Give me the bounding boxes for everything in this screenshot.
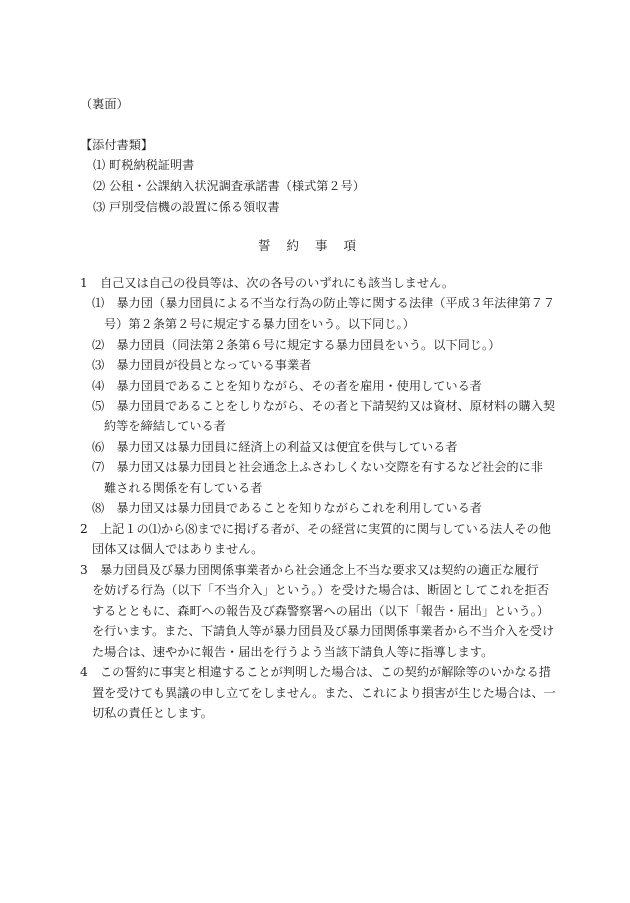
attachment-item: ⑵ 公租・公課納入状況調査承諾書（様式第２号） — [93, 179, 365, 193]
pledge-1-item-cont: 約等を締結している者 — [104, 419, 226, 433]
pledge-3-cont: た場合は、速やかに報告・届出を行うよう当該下請負人等に指導します。 — [92, 645, 494, 659]
pledge-1-item-cont: 難される関係を有している者 — [104, 481, 263, 495]
pledge-4-cont: 置を受けても異議の申し立てをしません。また、これにより損害が生じた場合は、一 — [92, 686, 556, 700]
pledge-1-item: ⑵ 暴力団員（同法第２条第６号に規定する暴力団員をいう。以下同じ。） — [92, 338, 501, 352]
attachments-heading: 【添付書類】 — [80, 138, 154, 152]
pledge-2-cont: 団体又は個人ではありません。 — [92, 542, 264, 556]
pledge-2: 2 上記１の⑴から⑻までに掲げる者が、その経営に実質的に関与している法人その他 — [80, 522, 551, 536]
pledge-1-item: ⑶ 暴力団員が役員となっている事業者 — [92, 358, 312, 372]
pledge-3-cont: するとともに、森町への報告及び森警察署への届出（以下「報告・届出」という。） — [92, 604, 550, 618]
pledge-title: 誓約事項 — [257, 238, 372, 253]
pledge-1-item: ⑴ 暴力団（暴力団員による不当な行為の防止等に関する法律（平成３年法律第７７ — [92, 296, 556, 310]
attachment-item: ⑴ 町税納税証明書 — [93, 158, 195, 172]
pledge-1-item: ⑻ 暴力団又は暴力団員であることを知りながらこれを利用している者 — [92, 501, 482, 515]
attachment-item: ⑶ 戸別受信機の設置に係る領収書 — [93, 200, 280, 214]
pledge-3-cont: を行います。また、下請負人等が暴力団員及び暴力団関係事業者から不当介入を受け — [92, 624, 555, 638]
pledge-1-item: ⑸ 暴力団員であることをしりながら、その者と下請契約又は資材、原材料の購入契 — [92, 399, 556, 413]
pledge-1-item: ⑹ 暴力団又は暴力団員に経済上の利益又は便宜を供与している者 — [92, 440, 458, 454]
pledge-4-cont: 切私の責任とします。 — [92, 706, 213, 720]
pledge-3-cont: を妨げる行為（以下「不当介入」という。）を受けた場合は、断固としてこれを拒否 — [92, 583, 550, 597]
pledge-1-item: ⑷ 暴力団員であることを知りながら、その者を雇用・使用している者 — [92, 379, 482, 393]
pledge-1: 1 自己又は自己の役員等は、次の各号のいずれにも該当しません。 — [80, 276, 455, 290]
pledge-4: 4 この誓約に事実と相違することが判明した場合は、この契約が解除等のいかなる措 — [80, 665, 551, 679]
pledge-1-item-cont: 号）第２条第２号に規定する暴力団をいう。以下同じ。） — [104, 317, 415, 331]
page-side-label: （裏面） — [80, 97, 129, 111]
pledge-3: 3 暴力団員及び暴力団関係事業者から社会通念上不当な要求又は契約の適正な履行 — [80, 563, 539, 577]
pledge-1-item: ⑺ 暴力団又は暴力団員と社会通念上ふさわしくない交際を有するなど社会的に非 — [92, 460, 543, 474]
